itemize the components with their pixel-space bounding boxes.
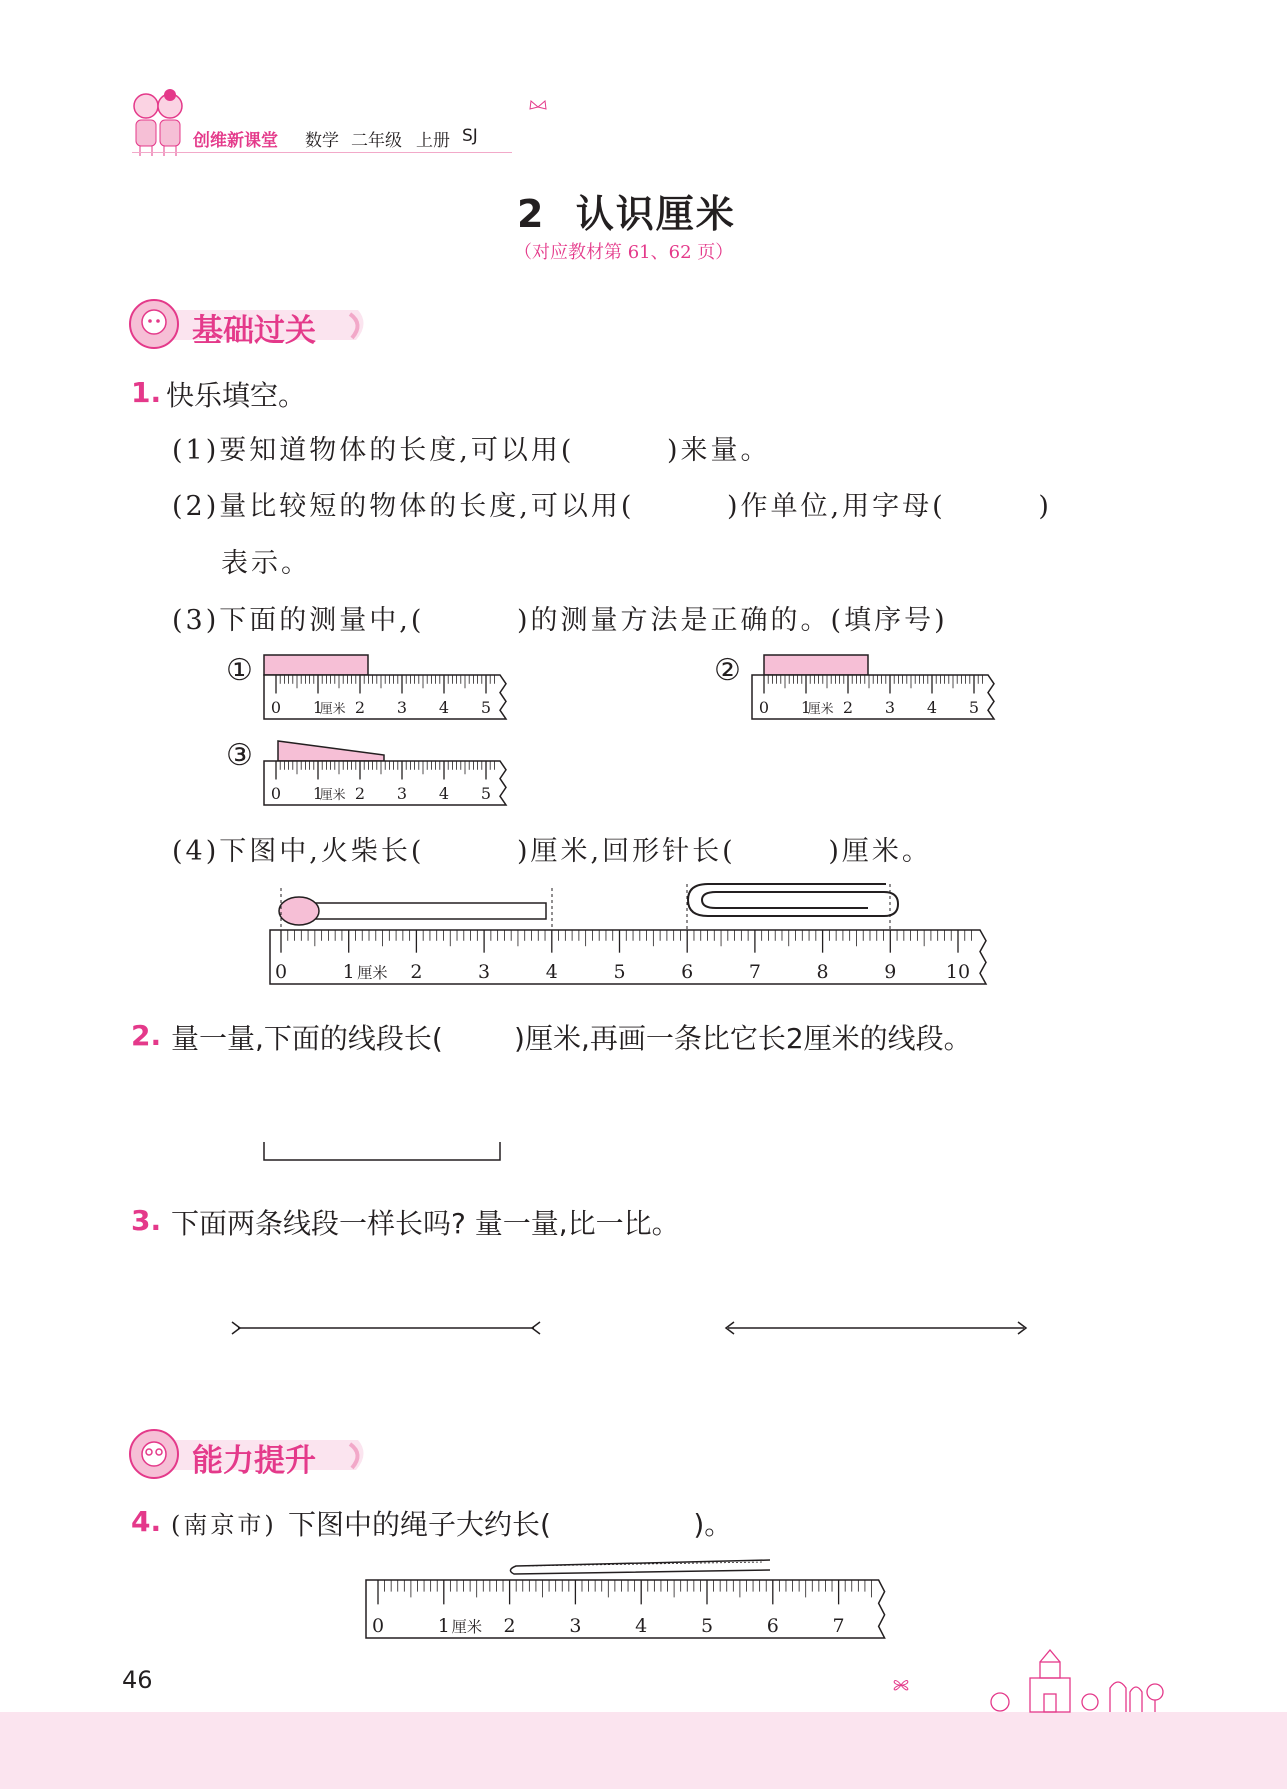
ruler-unit-label: 厘米 bbox=[319, 702, 346, 717]
ruler-tick-label: 7 bbox=[748, 961, 761, 983]
ruler-tick-label: 5 bbox=[613, 961, 626, 983]
footer-band bbox=[0, 1712, 1287, 1789]
ruler-tick-label: 3 bbox=[478, 961, 491, 983]
question-3-segment-b bbox=[724, 1318, 1028, 1338]
paperclip-icon bbox=[688, 884, 898, 916]
question-1-sub-3: (3)下面的测量中,( )的测量方法是正确的。(填序号) bbox=[172, 605, 948, 636]
ruler-tick-label: 5 bbox=[968, 698, 980, 717]
ruler-tick-label: 2 bbox=[354, 698, 366, 717]
ruler-tick-label: 3 bbox=[884, 698, 896, 717]
question-1-sub-4: (4)下图中,火柴长( )厘米,回形针长( )厘米。 bbox=[172, 836, 932, 867]
page-title: 2 认识厘米 bbox=[517, 192, 736, 236]
ruler-unit-label: 厘米 bbox=[319, 788, 346, 803]
ruler-tick-label: 1 bbox=[312, 784, 324, 803]
section-advanced-banner bbox=[128, 1428, 373, 1480]
question-1-sub-2b: 表示。 bbox=[221, 548, 311, 579]
ruler-tick-label: 6 bbox=[766, 1615, 779, 1637]
ruler-tick-label: 6 bbox=[681, 961, 694, 983]
header-grade: 二年级 bbox=[351, 131, 402, 151]
header-volume: 上册 bbox=[416, 131, 450, 151]
ruler-tick-label: 3 bbox=[396, 698, 408, 717]
option-2-label: ② bbox=[714, 653, 741, 688]
header-subject: 数学 bbox=[305, 131, 339, 151]
option-3-ruler bbox=[262, 737, 512, 811]
ruler-tick-label: 5 bbox=[480, 698, 492, 717]
ruler-tick-label: 4 bbox=[438, 784, 450, 803]
option-1-ruler bbox=[262, 651, 512, 725]
ruler-tick-label: 4 bbox=[635, 1615, 648, 1637]
ruler-unit-label: 厘米 bbox=[357, 964, 388, 982]
question-4-source: (南京市) bbox=[171, 1511, 277, 1539]
ruler-tick-label: 1 bbox=[342, 961, 355, 983]
question-1-sub-1: (1)要知道物体的长度,可以用( )来量。 bbox=[172, 435, 771, 466]
ruler-tick-label: 2 bbox=[410, 961, 423, 983]
option-3-label: ③ bbox=[226, 738, 253, 773]
ruler-tick-label: 0 bbox=[274, 961, 288, 983]
page-subtitle: （对应教材第 61、62 页） bbox=[514, 242, 734, 263]
ruler-tick-label: 5 bbox=[480, 784, 492, 803]
ruler-tick-label: 3 bbox=[396, 784, 408, 803]
option-1-label: ① bbox=[226, 653, 253, 688]
ruler-tick-label: 2 bbox=[842, 698, 854, 717]
match-icon bbox=[279, 897, 546, 925]
rope-icon bbox=[510, 1560, 770, 1574]
ruler-tick-label: 2 bbox=[503, 1615, 516, 1637]
question-1-number: 1. bbox=[131, 376, 162, 409]
section-advanced-label: 能力提升 bbox=[192, 1443, 316, 1479]
header-mascot-icon bbox=[128, 86, 188, 162]
ruler-tick-label: 4 bbox=[545, 961, 558, 983]
ruler-tick-label: 10 bbox=[945, 961, 971, 983]
header-edition: SJ bbox=[462, 126, 478, 146]
ruler-tick-label: 9 bbox=[884, 961, 897, 983]
ruler-tick-label: 0 bbox=[758, 698, 770, 717]
section-basic-banner bbox=[128, 298, 373, 350]
ruler-tick-label: 7 bbox=[832, 1615, 845, 1637]
ruler-unit-label: 厘米 bbox=[451, 1618, 483, 1636]
ruler-tick-label: 1 bbox=[800, 698, 812, 717]
question-4-number: 4. bbox=[131, 1505, 162, 1538]
header-brand: 创维新课堂 bbox=[193, 131, 278, 151]
rope-ruler bbox=[364, 1552, 894, 1642]
ruler-unit-label: 厘米 bbox=[807, 702, 834, 717]
question-3-segment-a bbox=[230, 1318, 542, 1338]
butterfly-icon bbox=[528, 98, 548, 120]
page-number: 46 bbox=[122, 1666, 153, 1694]
ruler-tick-label: 1 bbox=[312, 698, 324, 717]
ruler-tick-label: 0 bbox=[371, 1615, 385, 1637]
option-2-ruler bbox=[750, 651, 1000, 725]
question-3-number: 3. bbox=[131, 1204, 162, 1237]
ruler-tick-label: 4 bbox=[438, 698, 450, 717]
ruler-tick-label: 2 bbox=[354, 784, 366, 803]
flower-icon bbox=[888, 1673, 914, 1697]
ruler-tick-label: 0 bbox=[270, 784, 282, 803]
question-2-text: 量一量,下面的线段长( )厘米,再画一条比它长2厘米的线段。 bbox=[171, 1022, 972, 1055]
ruler-tick-label: 3 bbox=[569, 1615, 582, 1637]
ruler-tick-label: 1 bbox=[437, 1615, 450, 1637]
castle-icon bbox=[980, 1648, 1170, 1714]
question-4-text: 下图中的绳子大约长( )。 bbox=[288, 1508, 733, 1541]
question-3-text: 下面两条线段一样长吗? 量一量,比一比。 bbox=[171, 1207, 680, 1240]
ruler-tick-label: 4 bbox=[926, 698, 938, 717]
question-2-segment bbox=[262, 1140, 502, 1164]
question-1-sub-2a: (2)量比较短的物体的长度,可以用( )作单位,用字母( ) bbox=[172, 491, 1052, 522]
ruler-tick-label: 8 bbox=[816, 961, 829, 983]
question-1-text: 快乐填空。 bbox=[166, 379, 307, 412]
ruler-tick-label: 5 bbox=[700, 1615, 714, 1637]
match-clip-ruler bbox=[268, 880, 998, 986]
question-2-number: 2. bbox=[131, 1019, 162, 1052]
section-basic-label: 基础过关 bbox=[192, 313, 316, 349]
header-divider bbox=[132, 152, 512, 153]
ruler-tick-label: 0 bbox=[270, 698, 282, 717]
